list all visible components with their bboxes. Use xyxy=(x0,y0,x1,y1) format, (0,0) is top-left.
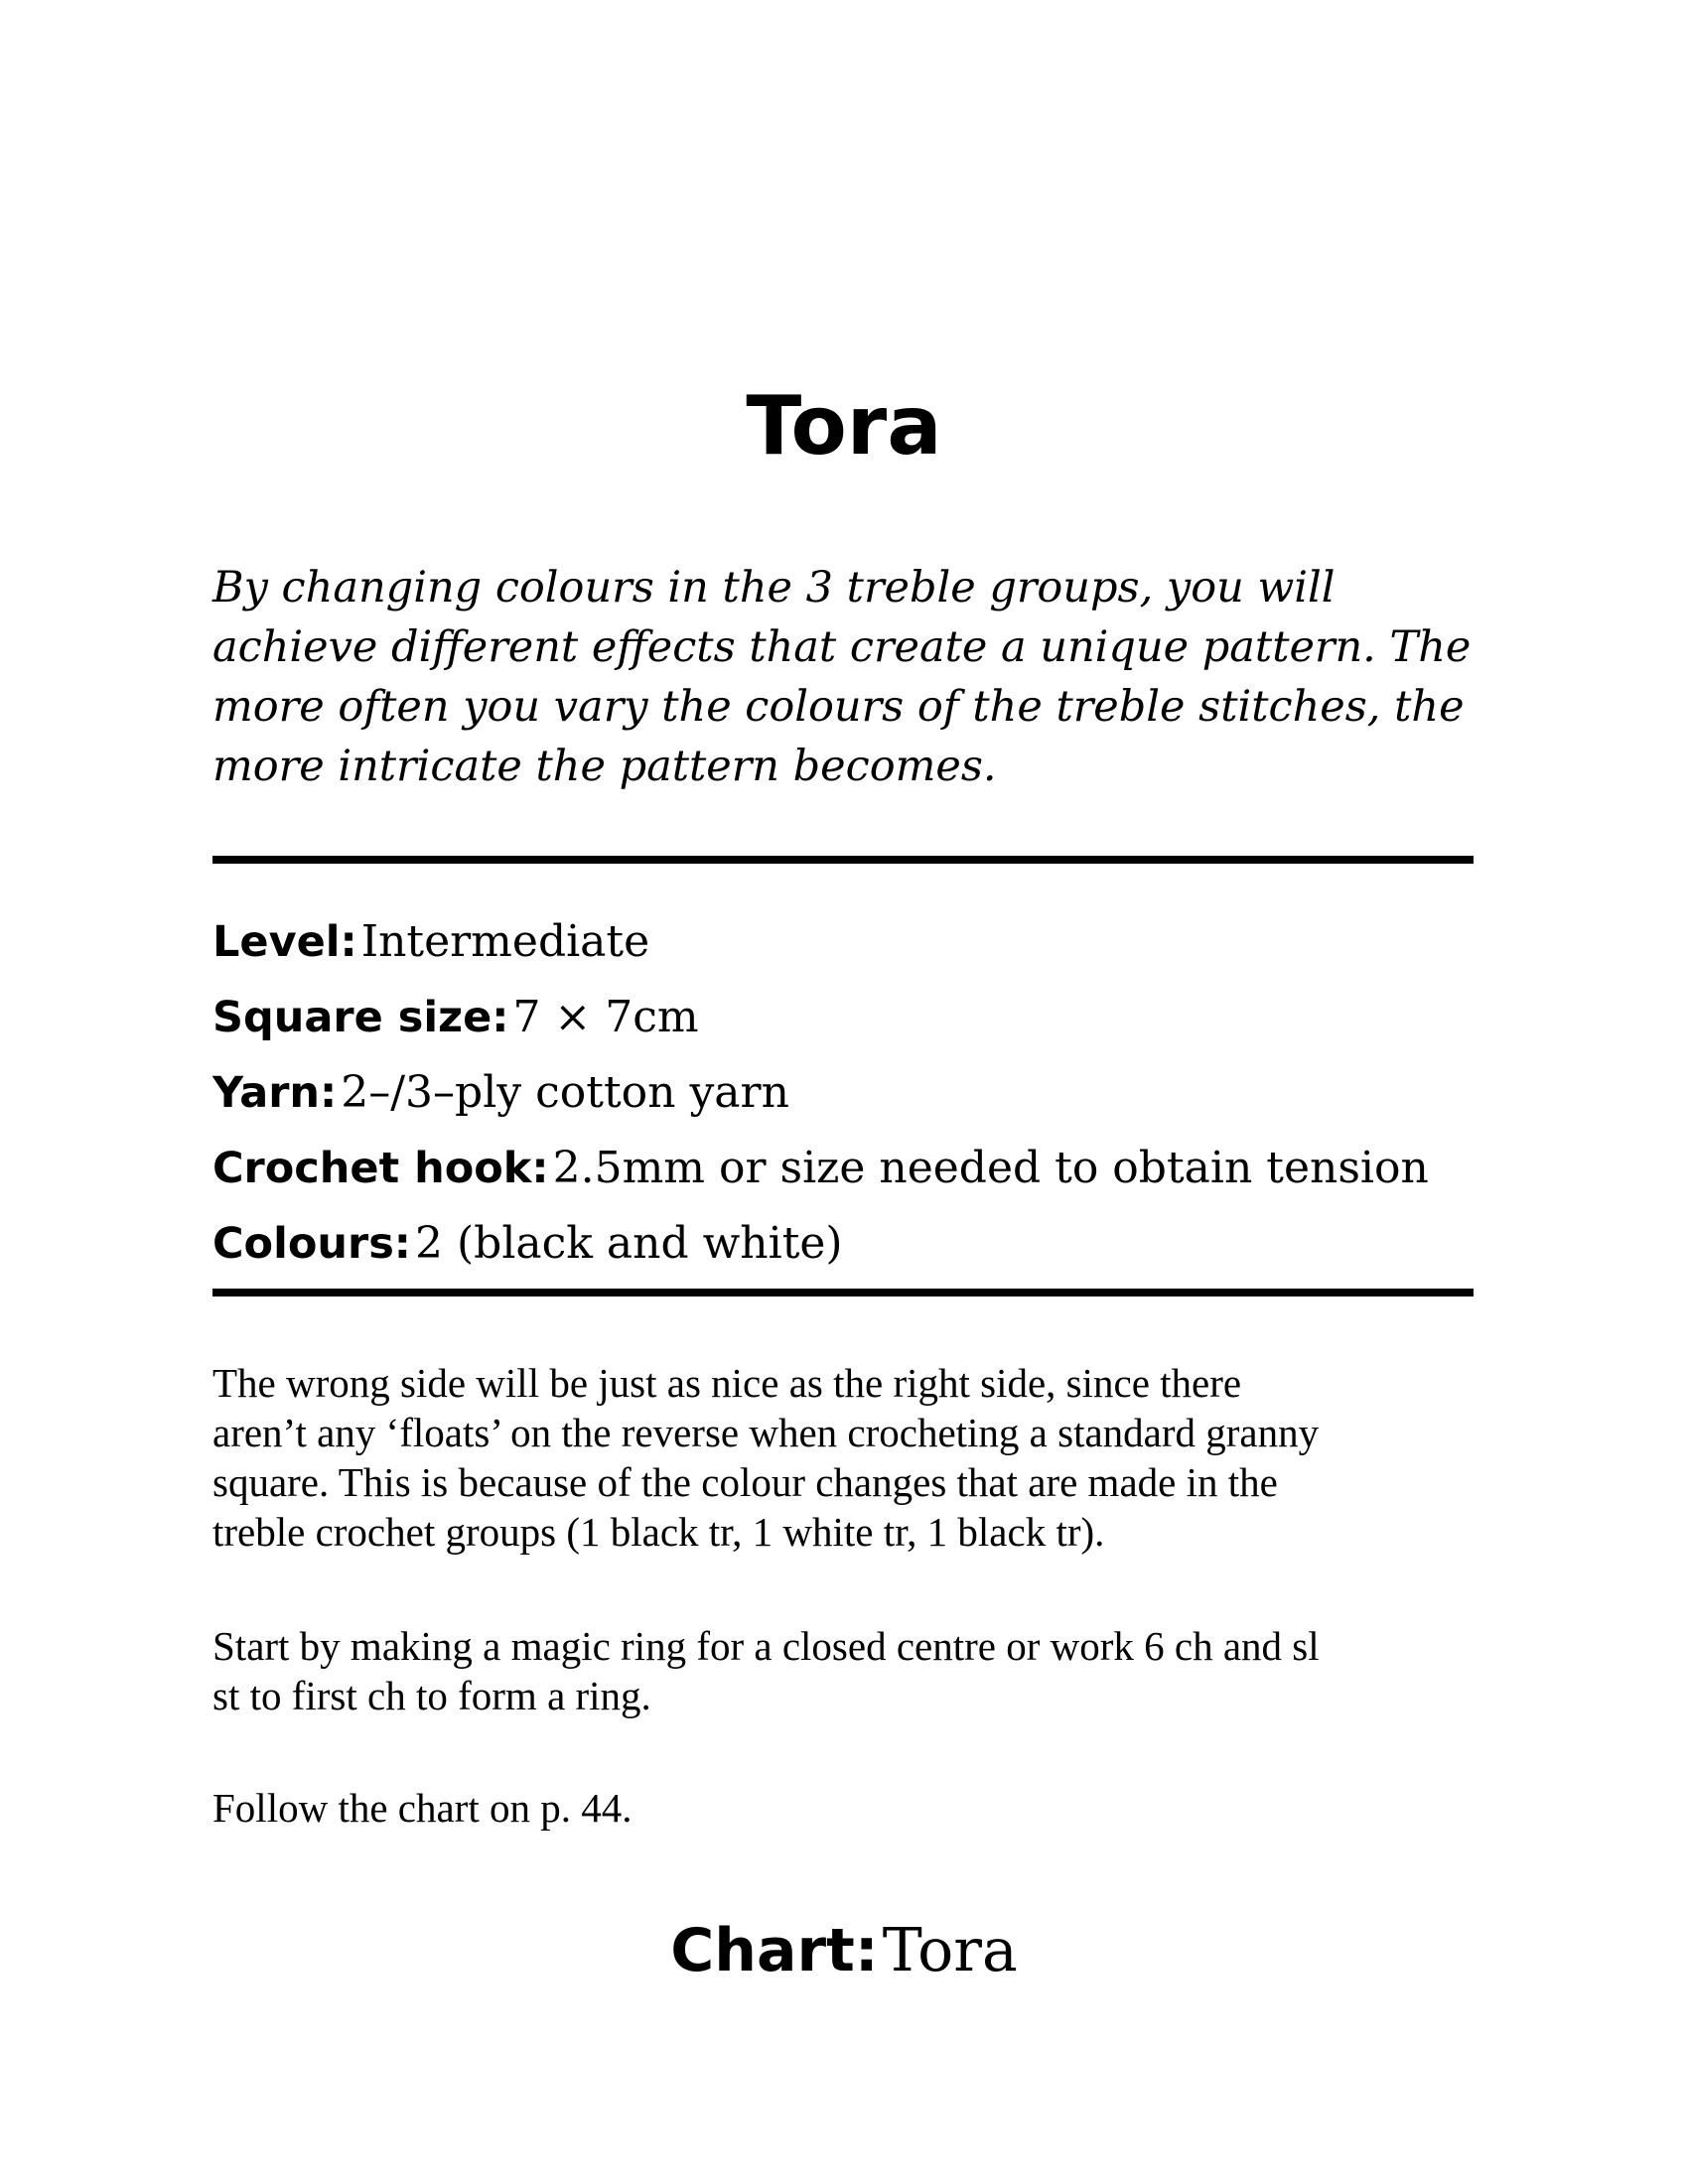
spec-label: Square size: xyxy=(212,993,509,1042)
spec-value: 2–/3–ply cotton yarn xyxy=(341,1067,789,1118)
page-title: Tora xyxy=(746,379,942,474)
spec-label: Level: xyxy=(212,917,357,967)
wrong-side-paragraph xyxy=(212,1358,1503,1557)
spec-colours xyxy=(212,1213,1503,1289)
spec-square-size xyxy=(212,987,1503,1062)
divider-bottom xyxy=(212,1289,1474,1297)
paragraph-line: Start by making a magic ring for a closed centre or work 6 ch and sl xyxy=(212,1623,1320,1669)
chart-caption-title: Tora xyxy=(882,1916,1018,1985)
spec-crochet-hook xyxy=(212,1138,1503,1213)
intro-line: more intricate the pattern becomes. xyxy=(212,742,997,791)
chart-reference-paragraph xyxy=(212,1783,1503,1833)
paragraph-line: Follow the chart on p. 44. xyxy=(212,1785,633,1831)
paragraph-line: square. This is because of the colour changes that are made in the xyxy=(212,1459,1278,1505)
paragraph-line: st to first ch to form a ring. xyxy=(212,1673,651,1718)
spec-value: 7 × 7cm xyxy=(512,992,699,1042)
spec-label: Crochet hook: xyxy=(212,1144,549,1193)
spec-level xyxy=(212,911,1503,987)
divider-top xyxy=(212,856,1474,864)
start-paragraph xyxy=(212,1621,1503,1720)
intro-paragraph xyxy=(212,558,1503,796)
paragraph-line: The wrong side will be just as nice as the right side, since there xyxy=(212,1360,1242,1406)
spec-yarn xyxy=(212,1062,1503,1138)
paragraph-line: treble crochet groups (1 black tr, 1 white tr, 1 black tr). xyxy=(212,1509,1105,1555)
intro-line: By changing colours in the 3 treble groups, you will xyxy=(212,563,1336,613)
intro-line: more often you vary the colours of the treble stitches, the xyxy=(212,682,1465,732)
chart-caption xyxy=(0,1911,1688,2006)
intro-line: achieve different effects that create a unique pattern. The xyxy=(212,622,1472,672)
spec-value: Intermediate xyxy=(360,916,650,967)
spec-label: Colours: xyxy=(212,1219,411,1269)
spec-value: 2 (black and white) xyxy=(415,1218,843,1269)
specs-list xyxy=(212,911,1503,1289)
chart-caption-label: Chart: xyxy=(670,1916,879,1985)
paragraph-line: aren’t any ‘floats’ on the reverse when crocheting a standard granny xyxy=(212,1410,1320,1455)
spec-label: Yarn: xyxy=(212,1068,338,1118)
spec-value: 2.5mm or size needed to obtain tension xyxy=(552,1143,1429,1193)
